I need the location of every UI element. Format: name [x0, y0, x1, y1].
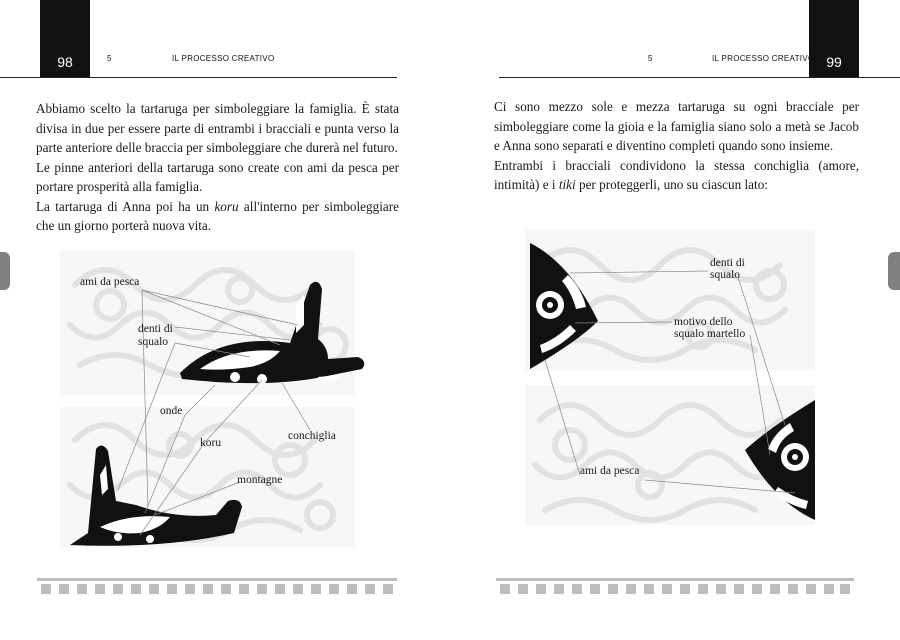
label-denti-di-squalo-2: squalo — [710, 269, 741, 281]
label-conchiglia: conchiglia — [288, 430, 336, 442]
bracelet-tattoo-figure — [450, 225, 900, 530]
footer-decoration — [37, 576, 397, 598]
header-rule — [499, 77, 900, 78]
label-montagne: montagne — [237, 474, 283, 486]
chapter-number: 5 — [648, 54, 653, 63]
label-ami-da-pesca: ami da pesca — [80, 276, 140, 288]
label-denti-di-squalo: denti di — [710, 257, 745, 269]
paragraph: Le pinne anteriori della tartaruga sono create con ami da pesca per portare prosperità alla famiglia. — [36, 159, 399, 194]
paragraph: La tartaruga di Anna poi ha un koru all'interno per simboleggiare che un giorno porterà nuova vita. — [36, 198, 399, 233]
chapter-title: IL PROCESSO CREATIVO — [712, 54, 815, 63]
body-text — [36, 99, 399, 236]
paragraph: Ci sono mezzo sole e mezza tartaruga su ogni bracciale per simboleggiare come la gioia e la famiglia siano solo a metà se Jacob e Anna sono separati e diventino completi quando sono insieme. — [494, 99, 859, 153]
label-motivo-dello-squalo-martello-2: squalo martello — [674, 328, 746, 340]
label-denti-di-squalo: denti di — [138, 323, 173, 335]
page-number: 98 — [40, 0, 90, 78]
label-motivo-dello-squalo-martello: motivo dello — [674, 316, 733, 328]
label-koru: koru — [200, 437, 222, 449]
page-number: 99 — [809, 0, 859, 78]
chapter-title: IL PROCESSO CREATIVO — [172, 54, 275, 63]
paragraph: Entrambi i bracciali condividono la stessa conchiglia (amore, intimità) e i tiki per proteggerli, uno su ciascun lato: — [494, 157, 859, 192]
footer-decoration — [496, 576, 854, 598]
header-rule — [0, 77, 397, 78]
right-page — [450, 0, 900, 640]
label-onde: onde — [160, 405, 183, 417]
body-text — [494, 97, 859, 195]
turtle-tattoo-figure — [0, 245, 450, 555]
label-denti-di-squalo-2: squalo — [138, 336, 169, 348]
chapter-number: 5 — [107, 54, 112, 63]
emphasis: koru — [214, 198, 239, 214]
label-ami-da-pesca: ami da pesca — [580, 465, 640, 477]
emphasis: tiki — [558, 177, 576, 192]
paragraph: Abbiamo scelto la tartaruga per simboleggiare la famiglia. È stata divisa in due per essere parte di entrambi i bracciali e punta verso la parte anteriore delle braccia per simboleggiare che durerà nel futuro. — [36, 101, 399, 155]
